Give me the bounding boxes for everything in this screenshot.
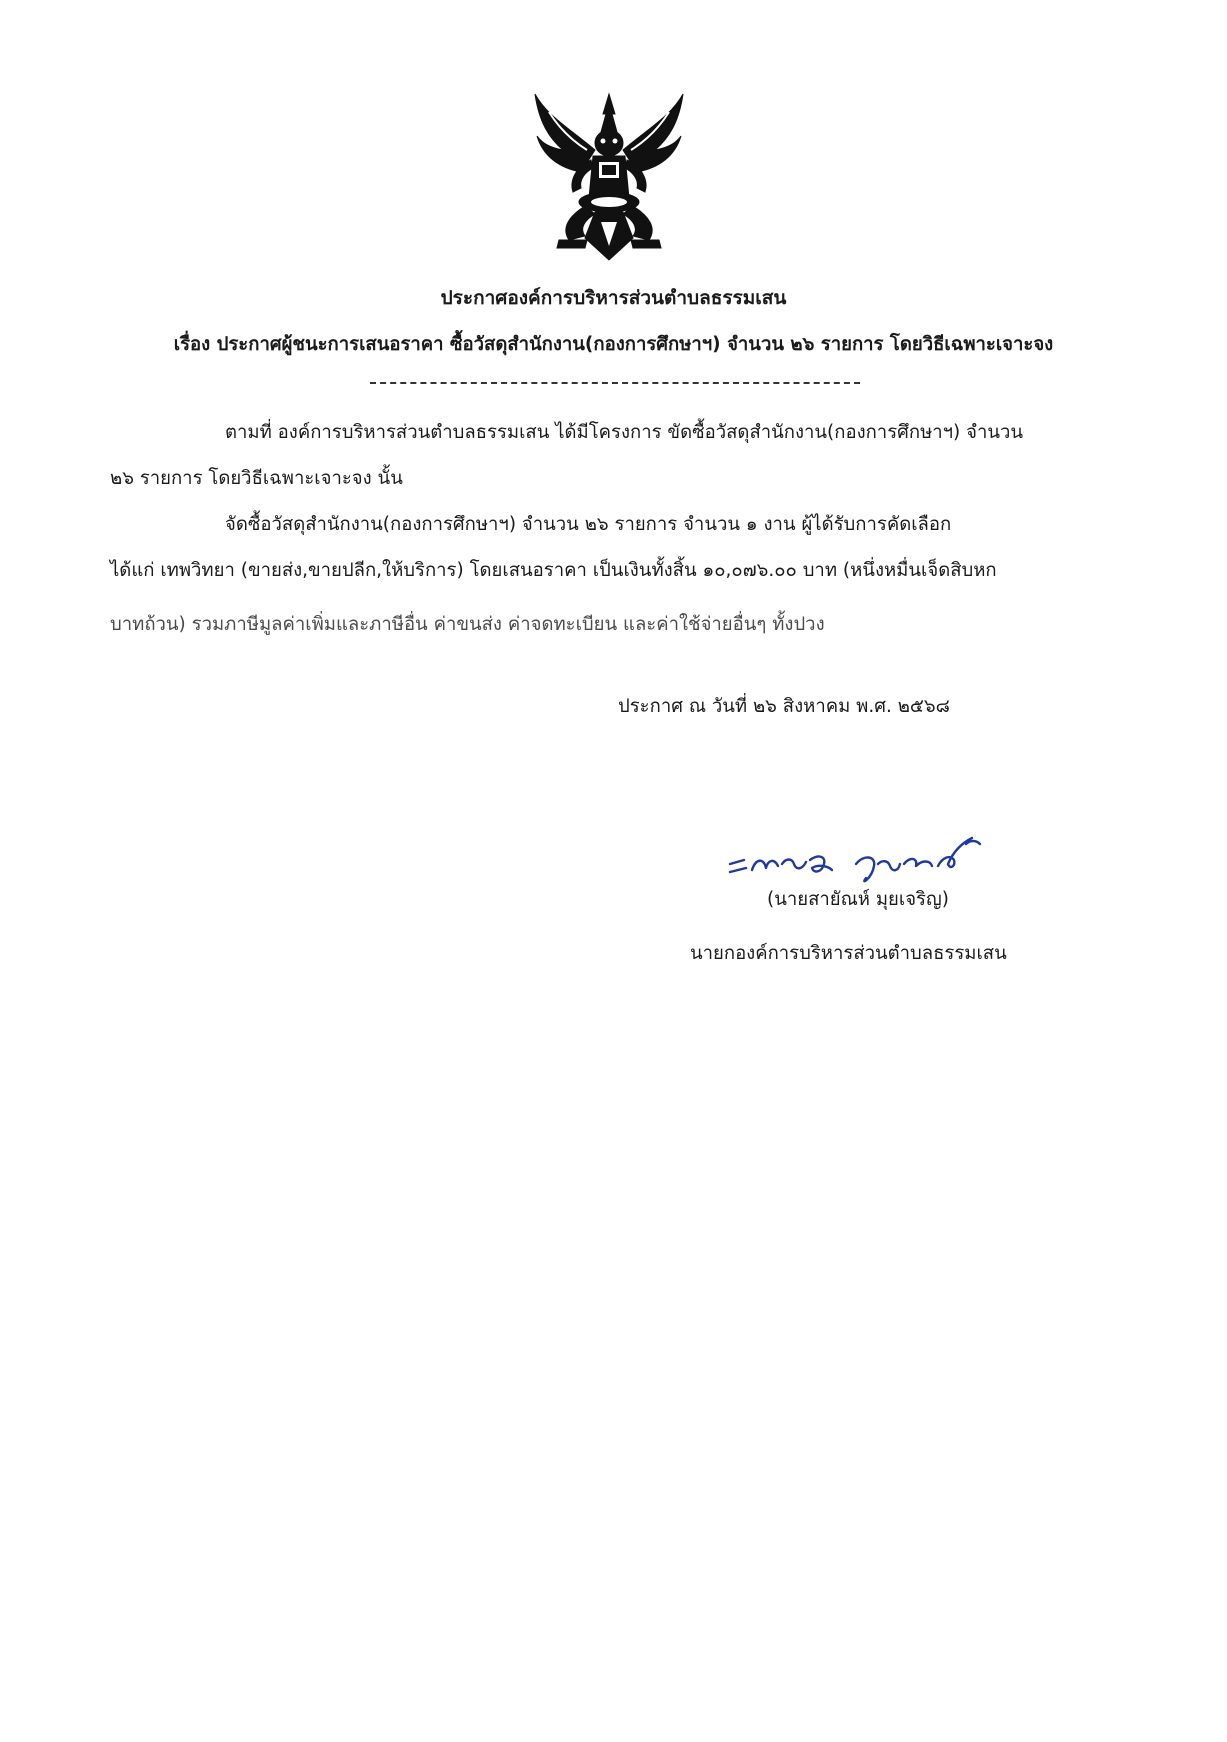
page-title: ประกาศองค์การบริหารส่วนตำบลธรรมเสน [440,287,787,309]
signer-position: นายกองค์การบริหารส่วนตำบลธรรมเสน [690,943,1007,964]
body-paragraph-2-line-2: ได้แก่ เทพวิทยา (ขายส่ง,ขายปลีก,ให้บริการ) โดยเสนอราคา เป็นเงินทั้งสิ้น ๑๐,๐๗๖.๐๐ บาท (หนึ่งหมื่นเจ็ดสิบหก [110,560,997,581]
garuda-emblem-icon [529,88,689,263]
body-paragraph-2-line-3: บาทถ้วน) รวมภาษีมูลค่าเพิ่มและภาษีอื่น ค่าขนส่ง ค่าจดทะเบียน และค่าใช้จ่ายอื่นๆ ทั้งปวง [110,614,825,635]
body-paragraph-1-line-1: ตามที่ องค์การบริหารส่วนตำบลธรรมเสน ได้มีโครงการ ขัดซื้อวัสดุสำนักงาน(กองการศึกษาฯ) จำนวน [225,422,1024,443]
body-paragraph-2-line-1: จัดซื้อวัสดุสำนักงาน(กองการศึกษาฯ) จำนวน ๒๖ รายการ จำนวน ๑ งาน ผู้ได้รับการคัดเลือก [225,514,952,535]
signer-name: (นายสายัณห์ มุยเจริญ) [767,889,949,910]
signature-icon [728,830,983,890]
divider [370,382,860,384]
announcement-date: ประกาศ ณ วันที่ ๒๖ สิงหาคม พ.ศ. ๒๕๖๘ [618,696,950,717]
body-paragraph-1-line-2: ๒๖ รายการ โดยวิธีเฉพาะเจาะจง นั้น [110,468,403,489]
subject-line: เรื่อง ประกาศผู้ชนะการเสนอราคา ซื้อวัสดุสำนักงาน(กองการศึกษาฯ) จำนวน ๒๖ รายการ โดยวิธีเฉพาะเจาะจง [173,334,1054,355]
